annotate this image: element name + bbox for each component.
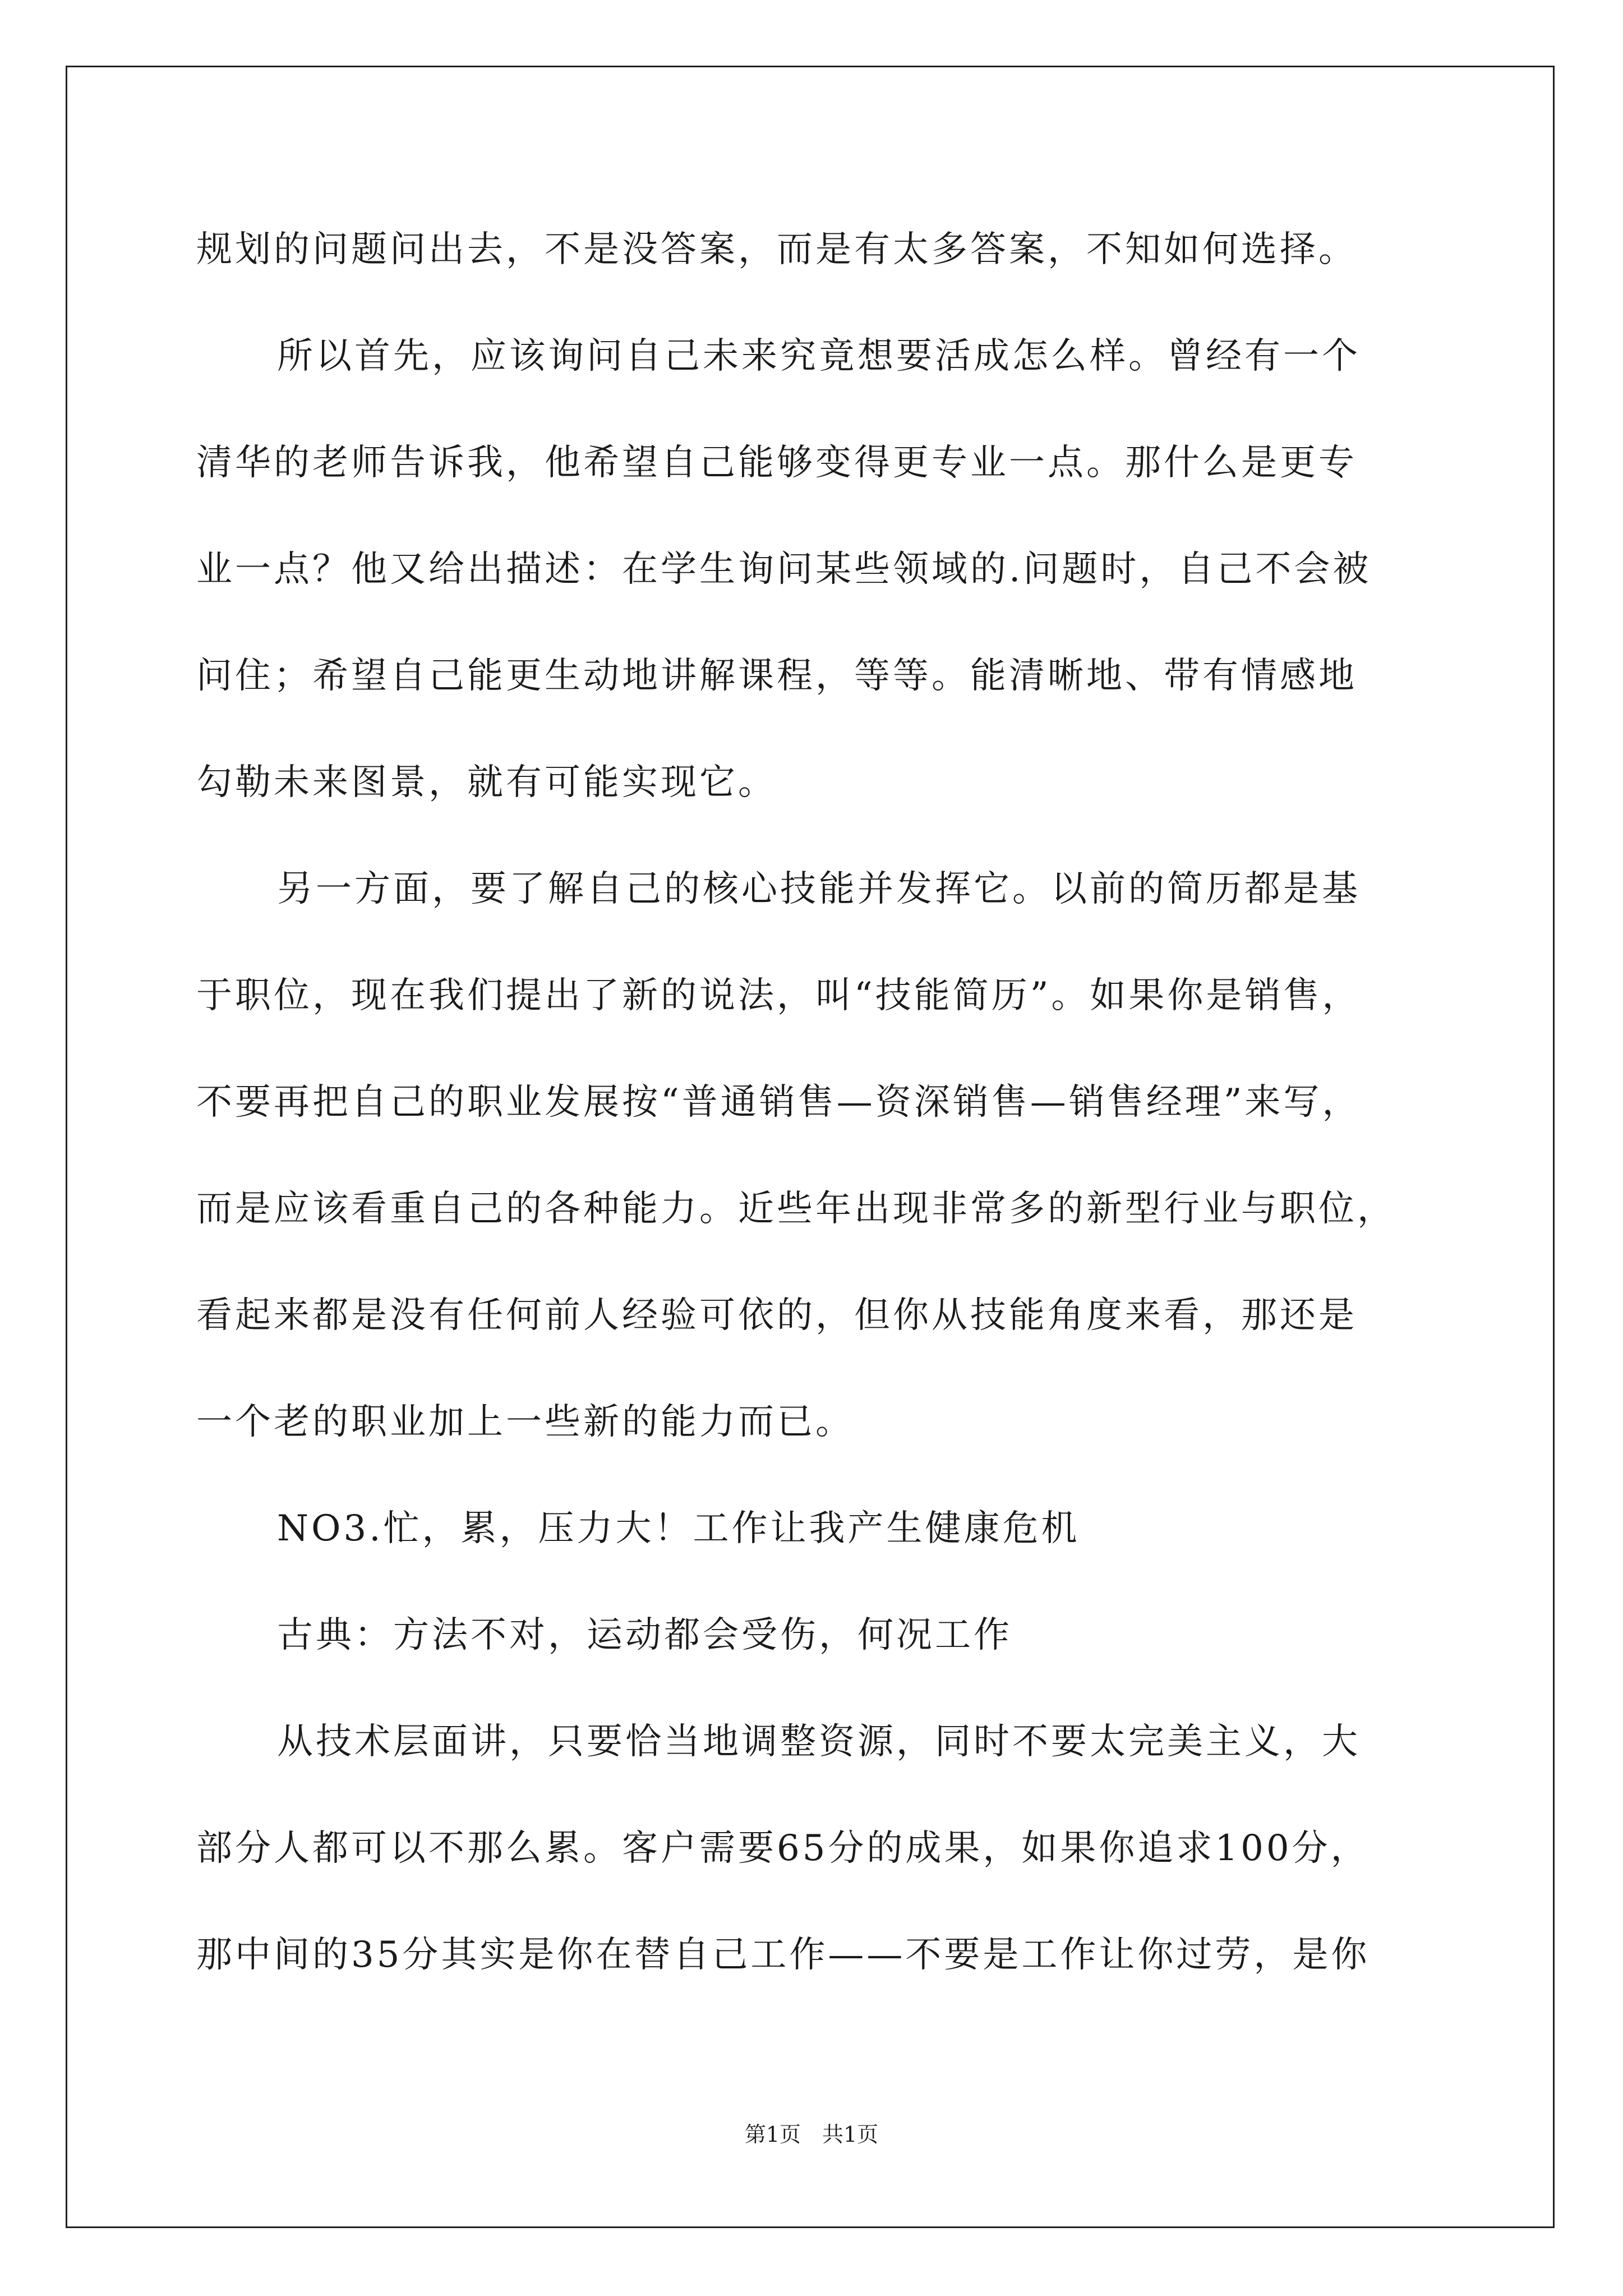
text-line: 业一点？他又给出描述：在学生询问某些领域的.问题时，自己不会被 <box>196 549 1372 590</box>
page-number-footer: 第1页 共1页 <box>744 2122 879 2147</box>
text-line: 部分人都可以不那么累。客户需要65分的成果，如果你追求100分， <box>196 1828 1370 1869</box>
text-line: 那中间的35分其实是你在替自己工作——不要是工作让你过劳，是你 <box>196 1934 1370 1976</box>
section-subheading: 古典：方法不对，运动都会受伤，何况工作 <box>277 1614 1012 1656</box>
text-line: 问住；希望自己能更生动地讲解课程，等等。能清晰地、带有情感地 <box>196 655 1357 697</box>
text-line: 看起来都是没有任何前人经验可依的，但你从技能角度来看，那还是 <box>196 1295 1357 1336</box>
text-line: 规划的问题问出去，不是没答案，而是有太多答案，不知如何选择。 <box>196 229 1357 270</box>
text-line: 于职位，现在我们提出了新的说法，叫“技能简历”。如果你是销售， <box>196 975 1361 1016</box>
text-line: 不要再把自己的职业发展按“普通销售—资深销售—销售经理”来写， <box>196 1082 1361 1123</box>
text-line: 另一方面，要了解自己的核心技能并发挥它。以前的简历都是基 <box>277 868 1361 910</box>
text-line: 勾勒未来图景，就有可能实现它。 <box>196 762 777 803</box>
section-heading: NO3.忙，累，压力大！工作让我产生健康危机 <box>277 1508 1080 1549</box>
page-border <box>66 66 1555 2228</box>
text-line: 清华的老师告诉我，他希望自己能够变得更专业一点。那什么是更专 <box>196 442 1357 484</box>
text-line: 而是应该看重自己的各种能力。近些年出现非常多的新型行业与职位， <box>196 1188 1396 1230</box>
text-line: 所以首先，应该询问自己未来究竟想要活成怎么样。曾经有一个 <box>277 335 1361 377</box>
text-line: 从技术层面讲，只要恰当地调整资源，同时不要太完美主义，大 <box>277 1721 1361 1763</box>
text-line: 一个老的职业加上一些新的能力而已。 <box>196 1401 854 1443</box>
